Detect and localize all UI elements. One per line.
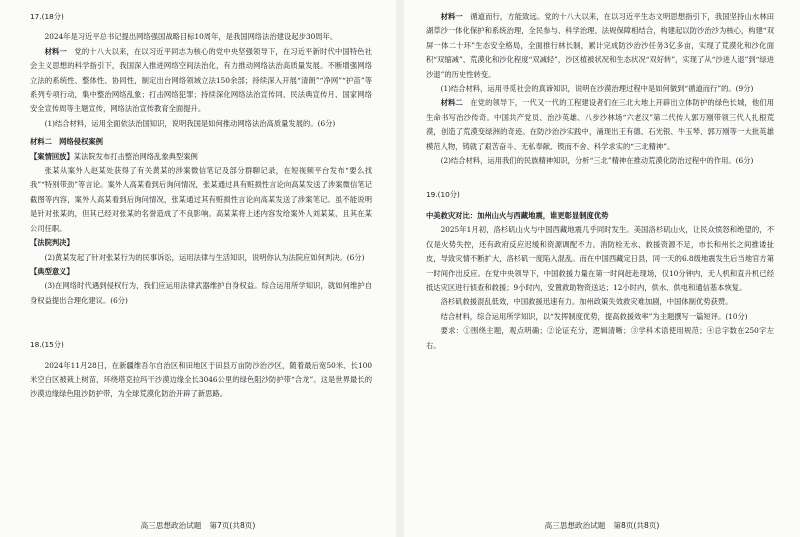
page-7-content	[30, 10, 372, 402]
footer-title: 高三思想政治试题	[140, 521, 202, 530]
material-2-heading: 材料二 网络侵权案例	[30, 137, 103, 147]
footer-title: 高三思想政治试题	[544, 521, 606, 530]
question-19-requirements: 要求：①围绕主题，观点明确；②论证充分，逻辑清晰；③学科术语使用规范；④总字数在250字左右。	[426, 326, 774, 350]
material-1-text: 党的十八大以来，在以习近平同志为核心的党中央坚强领导下，在习近平新时代中国特色社会主义思想的科学指引下，我国深入推进网络空间法治化，有力推动网络法治高质量发展。不断增强网络立法的系统性、整体性、协同性，制定出台网络领域立法150余部；持续深入开展“清朗”“净网”“护苗”等系列专项行动，集中整治网络乱象；打击网络犯罪；持续深化网络法治宣传同、民法典宣传月、国家网络安全宣传周等主题宣传，网络法治宣传教育全面提升。	[30, 46, 373, 114]
exam-page-8	[404, 0, 800, 537]
page-7-footer	[0, 520, 396, 531]
page-8-content	[426, 10, 774, 353]
question-19-paragraph-1: 2025年1月初，洛杉矶山火与中国西藏地震几乎同时发生。美国洛杉矶山火，让民众愤怒和绝望的，不仅是火势失控，还有政府反应迟缓和资源调配不力。消防栓无水、救援资源不足，市长和州长之间推诿扯皮，导致灾情不断扩大，洛杉矶一度陷入混乱。而在中国西藏定日县，同一天的6.8级地震发生后当地官方第一时间作出反应。在党中央领导下，中国救援力量在第一时间赶赴现场，仅10分钟内，无人机和直升机已经抵达灾区进行侦查和救援；9小时内，安置救助物资送达；12小时内，供水、供电和通信基本恢复。	[426, 225, 774, 292]
material-1-text: 循道而行，方能致远。党的十八大以来，在以习近平生态文明思想指引下，我国坚持山水林田湖草沙一体化保护和系统治理，全民参与、科学治理、法规保障相结合，构建起以防沙治沙为核心，构建“双屏一体二十环”生态安全格局，全面推行林长制，累计完成防沙治沙任务3亿多亩，实现了荒漠化和沙化面积“双缩减”、荒漠化和沙化程度“双减轻”，沙区植被状况和生态状况“双好转”，实现了从“沙进人退”到“绿进沙退”的历史性转变。	[426, 12, 775, 79]
case-replay-text: 张某从案外人赵某处获得了有关黄某的涉案微信笔记及部分群聊记录，在短视频平台发布“要么找我”“特别带劲”等言论。案外人高某看到后询问情况，张某通过具有赃损性言论向高某发送了涉案微信笔记截图等内容，案外人高某看到后询问情况，张某通过其有赃损性言论向高某发送了涉案笔记。虽不能说明是针对张某的，但其已经对张某的名誉造成了不良影响。高某某将上述内容发给案外人刘某某，且其在某公司任职。	[30, 166, 372, 233]
footer-page-number: 第8页(共8页)	[613, 521, 660, 530]
material-1-label: 材料一	[44, 46, 67, 56]
court-judgment-label: 【法院判决】	[30, 238, 74, 248]
case-replay-lead: 某法院发布打击整治网络乱象典型案例	[73, 151, 198, 161]
case-replay-line	[30, 150, 372, 164]
exam-page-7	[0, 0, 396, 537]
question-19-title: 中美救灾对比：加州山火与西藏地震，谁更彰显制度优势	[426, 210, 609, 220]
significance-label: 【典型意义】	[30, 266, 74, 276]
question-19-header: 19.(10分)	[426, 190, 460, 200]
subquestion-17-1: (1)结合材料，运用全面依法治国知识，说明我国是如何推动网络法治高质量发展的。(6分)	[44, 118, 336, 128]
subquestion-17-2: (2)黄某发起了针对张某行为的民事诉讼，运用法律与生活知识，说明你认为法院应如何判决。(6分)	[44, 252, 365, 262]
material-1-label: 材料一	[440, 12, 463, 21]
question-17-intro: 2024年是习近平总书记提出网络强国战略目标10周年，是我国网络法治建设起步30周年。	[44, 32, 338, 42]
page-gutter	[396, 0, 404, 537]
case-replay-label: 【案情回放】	[30, 151, 74, 161]
footer-page-number: 第7页(共8页)	[209, 521, 256, 530]
subquestion-18-1: (1)结合材料，运用寻觅社会的真谛知识，说明在沙漠治理过程中是如何做到“循道而行”的。(9分)	[440, 84, 754, 94]
question-18-text: 2024年11月28日，在新疆维吾尔自治区和田地区于田县万亩防沙治沙区，随着最后宽50米、长100米空白区被栽上树苗，环绕塔克拉玛干沙漠边缘全长3046公里的绿色阻沙防护带“合龙”。这是世界最长的沙漠边缘绿色阻沙防护带，为全球荒漠化防治开辟了新思路。	[30, 360, 372, 399]
material-2-paragraph	[426, 96, 774, 154]
material-2-text: 在党的领导下，一代又一代的工程建设者们在三北大地上开辟出立体防护的绿色长城，他们用生命书写治沙传奇。中国共产党员、治沙英雄、八步沙林场“六老汉”第二代传人郭万刚带领三代人扎根荒漠，创造了荒漠变绿洲的奇迹。在防沙治沙实践中，涌现出王有德、石光银、牛玉琴、郭万刚等一大批英雄模范人物，铸就了艰苦奋斗、无私奉献、锲而不舍、科学求实的“三北精神”。	[426, 98, 775, 151]
page-8-footer	[404, 520, 800, 531]
material-1-paragraph	[30, 45, 372, 117]
question-19-task: 结合材料，综合运用所学知识，以“发挥制度优势，提高救援效率”为主题撰写一篇短评。(10分)	[440, 311, 748, 321]
question-19-paragraph-2: 洛杉矶救援混乱低效，中国救援迅速有力。加州政策失效救灾难加剧，中国体制优势获赞。	[440, 297, 733, 307]
subquestion-17-3: (3)在网络时代遇到侵权行为，我们应运用法律武器维护自身权益。综合运用所学知识，就如何维护自身权益提出合理化建议。(6分)	[30, 281, 372, 305]
question-17-header: 17.(18分)	[30, 12, 64, 21]
question-18-header: 18.(15分)	[30, 340, 64, 350]
spacer	[426, 168, 774, 188]
material-2-label: 材料二	[440, 98, 463, 108]
material-1-paragraph	[426, 10, 774, 82]
subquestion-18-2: (2)结合材料，运用我们的民族精神知识，分析“三北”精神在推动荒漠化防治过程中的作用。(6分)	[440, 156, 754, 166]
spacer	[30, 308, 372, 338]
